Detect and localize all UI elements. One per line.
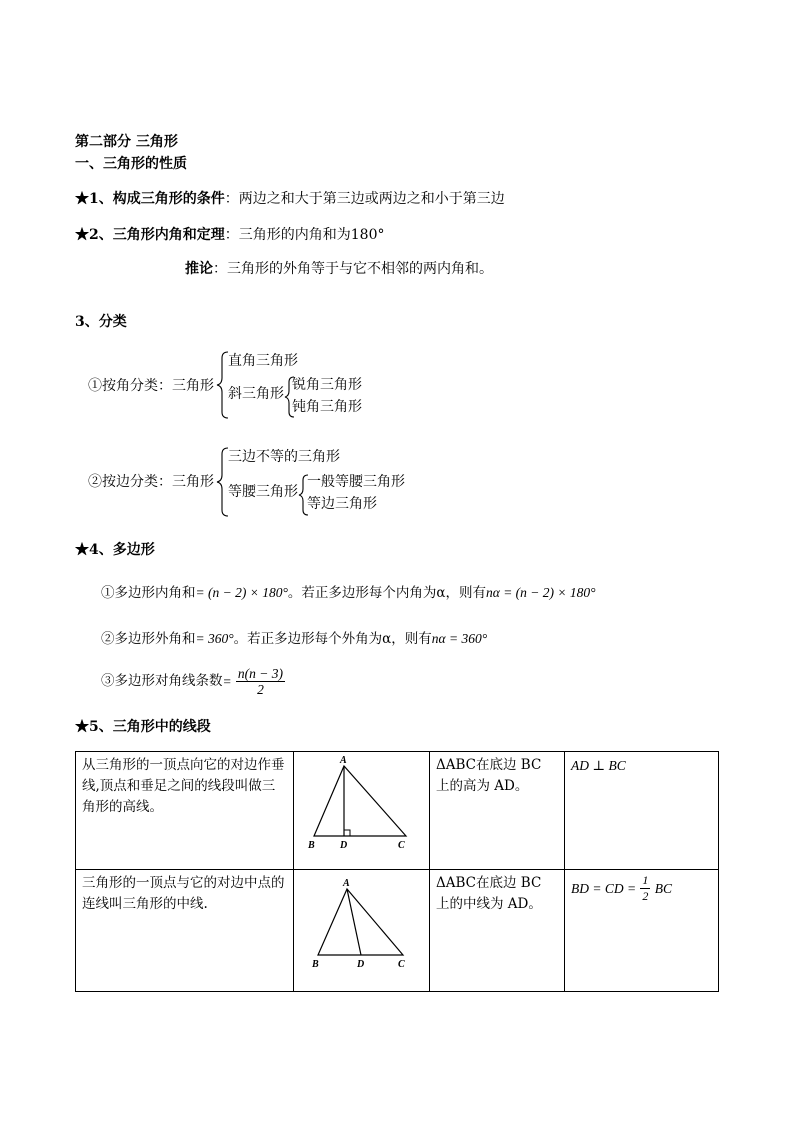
right-triangle-label: 直角三角形 — [228, 353, 298, 369]
acute-triangle-label: 锐角三角形 — [292, 377, 362, 393]
section-heading: 一、三角形的性质 — [75, 156, 187, 172]
item-text: ：两边之和大于第三边或两边之和小于第三边 — [224, 191, 505, 207]
poly-eq: = — [222, 674, 232, 689]
altitude-formula: AD ⊥ BC — [571, 758, 626, 773]
item-label: ★1、构成三角形的条件 — [75, 191, 225, 207]
fraction-denominator: 2 — [257, 682, 264, 697]
half-fraction — [640, 873, 650, 904]
description-line: ΔABC在底边 BC — [436, 875, 542, 891]
table-row — [76, 870, 719, 992]
altitude-definition: 从三角形的一顶点向它的对边作垂线,顶点和垂足之间的线段叫做三角形的高线。 — [82, 757, 285, 815]
median-line — [347, 889, 361, 955]
vertex-label: B — [308, 840, 315, 851]
item-label: ★2、三角形内角和定理 — [75, 227, 225, 243]
altitude-triangle-figure — [294, 752, 428, 862]
poly-lead: ③多边形对角线条数 — [101, 673, 223, 689]
part-title: 第二部分 三角形 — [75, 134, 178, 150]
segments-heading: ★5、三角形中的线段 — [75, 719, 211, 735]
poly-mid: 。若正多边形每个外角为α，则有 — [233, 631, 432, 647]
figure-cell — [294, 752, 430, 870]
table-row — [76, 752, 719, 870]
definition-cell — [76, 870, 294, 992]
formula-cell — [565, 752, 719, 870]
corollary — [185, 260, 493, 278]
description-cell — [430, 870, 565, 992]
poly-formula: = (n − 2) × 180° — [195, 585, 288, 600]
poly-formula: = 360° — [195, 631, 234, 646]
median-formula-left: BD = CD = — [571, 881, 637, 896]
vertex-label: B — [312, 959, 319, 970]
poly-formula-2: nα = 360° — [431, 631, 488, 646]
vertex-label: A — [343, 878, 350, 889]
description-line: ΔABC在底边 BC — [436, 757, 542, 773]
vertex-label: D — [340, 840, 348, 851]
fraction-numerator: 1 — [642, 873, 649, 887]
item-triangle-condition — [75, 190, 505, 208]
obtuse-triangle-label: 钝角三角形 — [292, 399, 362, 415]
corollary-text: ：三角形的外角等于与它不相邻的两内角和。 — [213, 261, 493, 277]
polygon-diagonals — [101, 666, 285, 697]
diagonal-fraction — [236, 666, 285, 697]
classification-heading: 3、分类 — [75, 314, 127, 330]
oblique-triangle-label: 斜三角形 — [228, 386, 284, 402]
triangle-shape — [314, 766, 406, 836]
classify-side-label: ②按边分类：三角形 — [88, 474, 214, 490]
description-line: 上的高为 AD。 — [436, 778, 529, 794]
polygon-heading: ★4、多边形 — [75, 542, 155, 558]
median-triangle-figure — [294, 870, 428, 984]
fraction-numerator: n(n − 3) — [237, 666, 284, 681]
median-formula-right: BC — [654, 881, 672, 896]
formula-cell — [565, 870, 719, 992]
vertex-label: C — [398, 840, 405, 851]
triangle-segments-table — [75, 751, 719, 992]
general-isosceles-label: 一般等腰三角形 — [307, 474, 405, 490]
median-definition: 三角形的一顶点与它的对边中点的连线叫三角形的中线. — [82, 875, 285, 912]
vertex-label: D — [357, 959, 365, 970]
poly-formula-2: nα = (n − 2) × 180° — [485, 585, 596, 600]
isosceles-triangle-label: 等腰三角形 — [228, 484, 298, 500]
triangle-shape — [318, 889, 403, 955]
vertex-label: C — [398, 959, 405, 970]
description-cell — [430, 752, 565, 870]
fraction-denominator: 2 — [642, 889, 649, 903]
item-text: ：三角形的内角和为180° — [224, 227, 385, 243]
figure-cell — [294, 870, 430, 992]
polygon-exterior-sum — [101, 630, 487, 648]
vertex-label: A — [340, 755, 347, 766]
scalene-triangle-label: 三边不等的三角形 — [228, 449, 340, 465]
polygon-interior-sum — [101, 584, 596, 602]
description-line: 上的中线为 AD。 — [436, 896, 542, 912]
equilateral-triangle-label: 等边三角形 — [307, 496, 377, 512]
poly-mid: 。若正多边形每个内角为α，则有 — [287, 585, 486, 601]
item-angle-sum-theorem — [75, 226, 384, 244]
poly-lead: ②多边形外角和 — [101, 631, 196, 647]
corollary-label: 推论 — [185, 261, 213, 277]
poly-lead: ①多边形内角和 — [101, 585, 196, 601]
definition-cell — [76, 752, 294, 870]
right-angle-marker — [344, 830, 350, 836]
classify-angle-label: ①按角分类：三角形 — [88, 378, 214, 394]
